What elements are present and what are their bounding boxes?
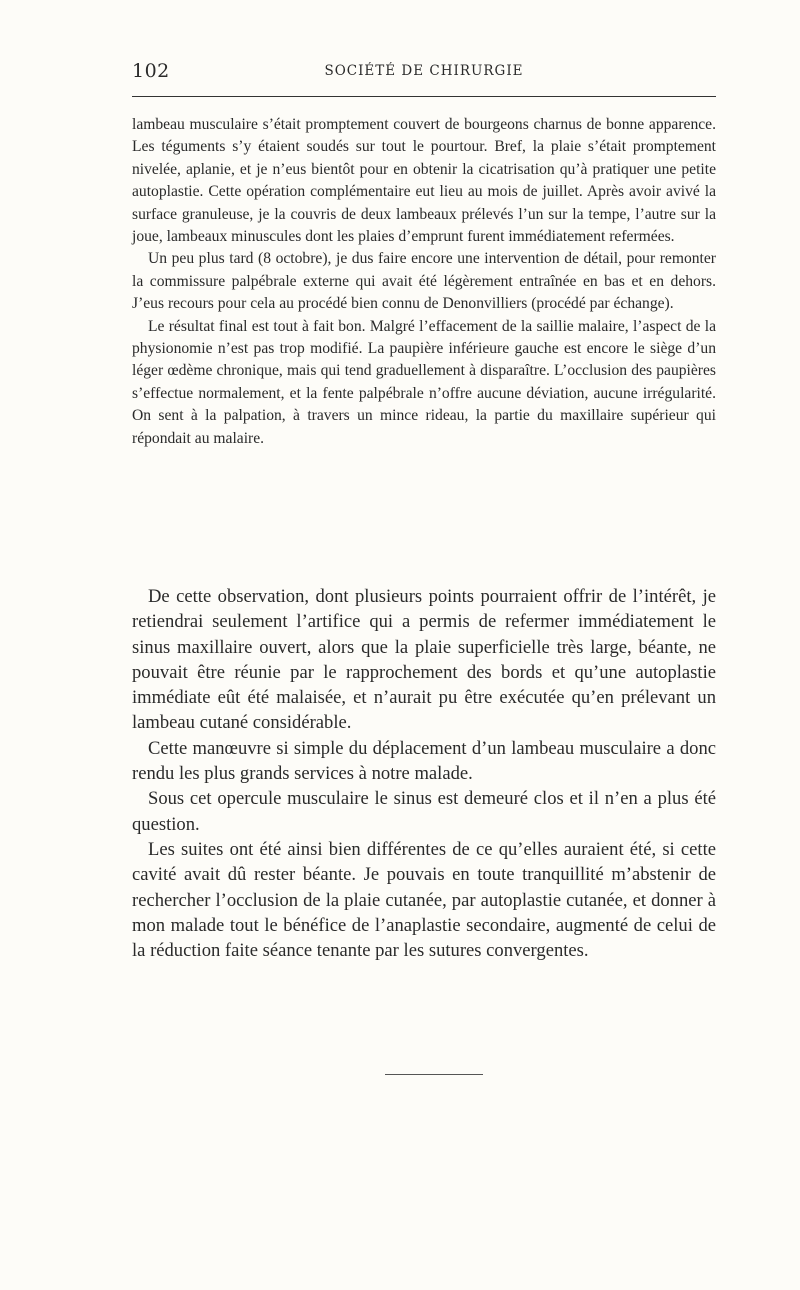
paragraph: lambeau musculaire s’était promptement couvert de bourgeons charnus de bonne apparence. Les téguments s’y étaient soudés sur tout le pourtour. Bref, la plaie s’était promptement nivelée, aplanie, et je n’eus bientôt pour en obtenir la cicatrisation qu’à pratiquer une petite autoplastie. Cette opération complémentaire eut lieu au mois de juillet. Après avoir avivé la surface granuleuse, je la couvris de deux lambeaux prélevés l’un sur la tempe, l’autre sur la joue, lambeaux minuscules dont les plaies d’emprunt furent immédiatement refermées. [132,116,716,246]
paragraph: Sous cet opercule musculaire le sinus est demeuré clos et il n’en a plus été question. [132,788,716,835]
page-number: 102 [132,60,170,82]
case-report-text [132,114,716,450]
discussion-text [132,584,716,963]
running-title: SOCIÉTÉ DE CHIRURGIE [324,63,524,79]
paragraph: Un peu plus tard (8 octobre), je dus faire encore une intervention de détail, pour remonter la commissure palpébrale externe qui avait été légèrement entraînée en bas et en dehors. J’eus recours pour cela au procédé bien connu de Denonvilliers (procédé par échange). [132,250,716,313]
section-end-rule [385,1074,483,1075]
paragraph: Les suites ont été ainsi bien différentes de ce qu’elles auraient été, si cette cavité avait dû rester béante. Je pouvais en toute tranquillité m’abstenir de rechercher l’occlusion de la plaie cutanée, par autoplastie cutanée, et donner à mon malade tout le bénéfice de l’anaplastie secondaire, augmenté de celui de la réduction faite séance tenante par les sutures convergentes. [132,838,716,962]
page-header [132,60,716,88]
paragraph: De cette observation, dont plusieurs points pourraient offrir de l’intérêt, je retiendrai seulement l’artifice qui a permis de refermer immédiatement le sinus maxillaire ouvert, alors que la plaie superficielle très large, béante, ne pouvait être réunie par le rapprochement des bords et qu’une autoplastie immédiate eût été malaisée, et n’aurait pu être exécutée qu’en prélevant un lambeau cutané considérable. [132,586,716,734]
header-rule [132,96,716,97]
paragraph: Cette manœuvre si simple du déplacement d’un lambeau musculaire a donc rendu les plus grands services à notre malade. [132,737,716,785]
paragraph: Le résultat final est tout à fait bon. Malgré l’effacement de la saillie malaire, l’aspect de la physionomie n’est pas trop modifié. La paupière inférieure gauche est encore le siège d’un léger œdème chronique, mais qui tend graduellement à disparaître. L’occlusion des paupières s’effectue normalement, et la fente palpébrale n’offre aucune déviation, aucune irrégularité. On sent à la palpation, à travers un mince rideau, la partie du maxillaire supérieur qui répondait au malaire. [132,317,716,447]
